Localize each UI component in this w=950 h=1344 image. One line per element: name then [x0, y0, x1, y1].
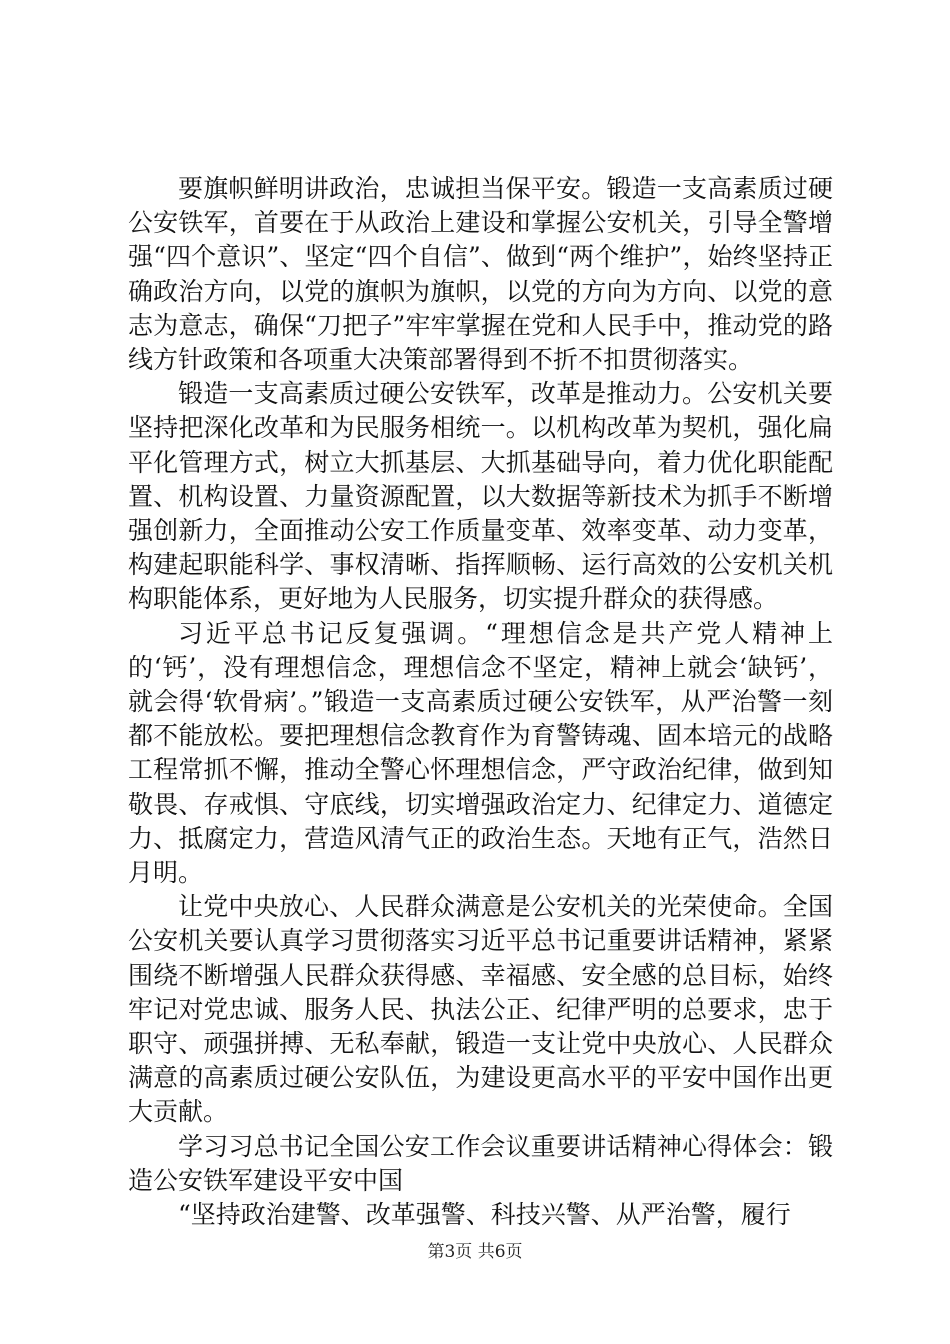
paragraph-mission: 让党中央放心、人民群众满意是公安机关的光荣使命。全国公安机关要认真学习贯彻落实习近平总书记重要讲话精神，紧紧围绕不断增强人民群众获得感、幸福感、安全感的总目标，始终牢记对党忠诚、服务人民、执法公正、纪律严明的总要求，忠于职守、顽强拼搏、无私奉献，锻造一支让党中央放心、人民群众满意的高素质过硬公安队伍，为建设更高水平的平安中国作出更大贡献。 [128, 892, 833, 1127]
page-footer [0, 1241, 950, 1263]
paragraph-opening-quote: “坚持政治建警、改革强警、科技兴警、从严治警，履行 [178, 1200, 791, 1230]
page-number: 第3页 共6页 [427, 1242, 523, 1262]
paragraph-ideals: 习近平总书记反复强调。“理想信念是共产党人精神上的‘钙’，没有理想信念，理想信念不坚定，精神上就会‘缺钙’，就会得‘软骨病’。”锻造一支高素质过硬公安铁军，从严治警一刻都不能放松。要把理想信念教育作为育警铸魂、固本培元的战略工程常抓不懈，推动全警心怀理想信念，严守政治纪律，做到知敬畏、存戒惧、守底线，切实增强政治定力、纪律定力、道德定力、抵腐定力，营造风清气正的政治生态。天地有正气，浩然日月明。 [128, 618, 833, 888]
paragraph-political: 要旗帜鲜明讲政治，忠诚担当保平安。锻造一支高素质过硬公安铁军，首要在于从政治上建设和掌握公安机关，引导全警增强“四个意识”、坚定“四个自信”、做到“两个维护”，始终坚持正确政治方向，以党的旗帜为旗帜，以党的方向为方向、以党的意志为意志，确保“刀把子”牢牢掌握在党和人民手中，推动党的路线方针政策和各项重大决策部署得到不折不扣贯彻落实。 [128, 174, 833, 375]
paragraph-reform: 锻造一支高素质过硬公安铁军，改革是推动力。公安机关要坚持把深化改革和为民服务相统一。以机构改革为契机，强化扁平化管理方式，树立大抓基层、大抓基础导向，着力优化职能配置、机构设置、力量资源配置，以大数据等新技术为抓手不断增强创新力，全面推动公安工作质量变革、效率变革、动力变革，构建起职能科学、事权清晰、指挥顺畅、运行高效的公安机关机构职能体系，更好地为人民服务，切实提升群众的获得感。 [128, 379, 833, 614]
section-title: 学习习总书记全国公安工作会议重要讲话精神心得体会：锻造公安铁军建设平安中国 [128, 1131, 833, 1195]
document-body [128, 172, 833, 1232]
